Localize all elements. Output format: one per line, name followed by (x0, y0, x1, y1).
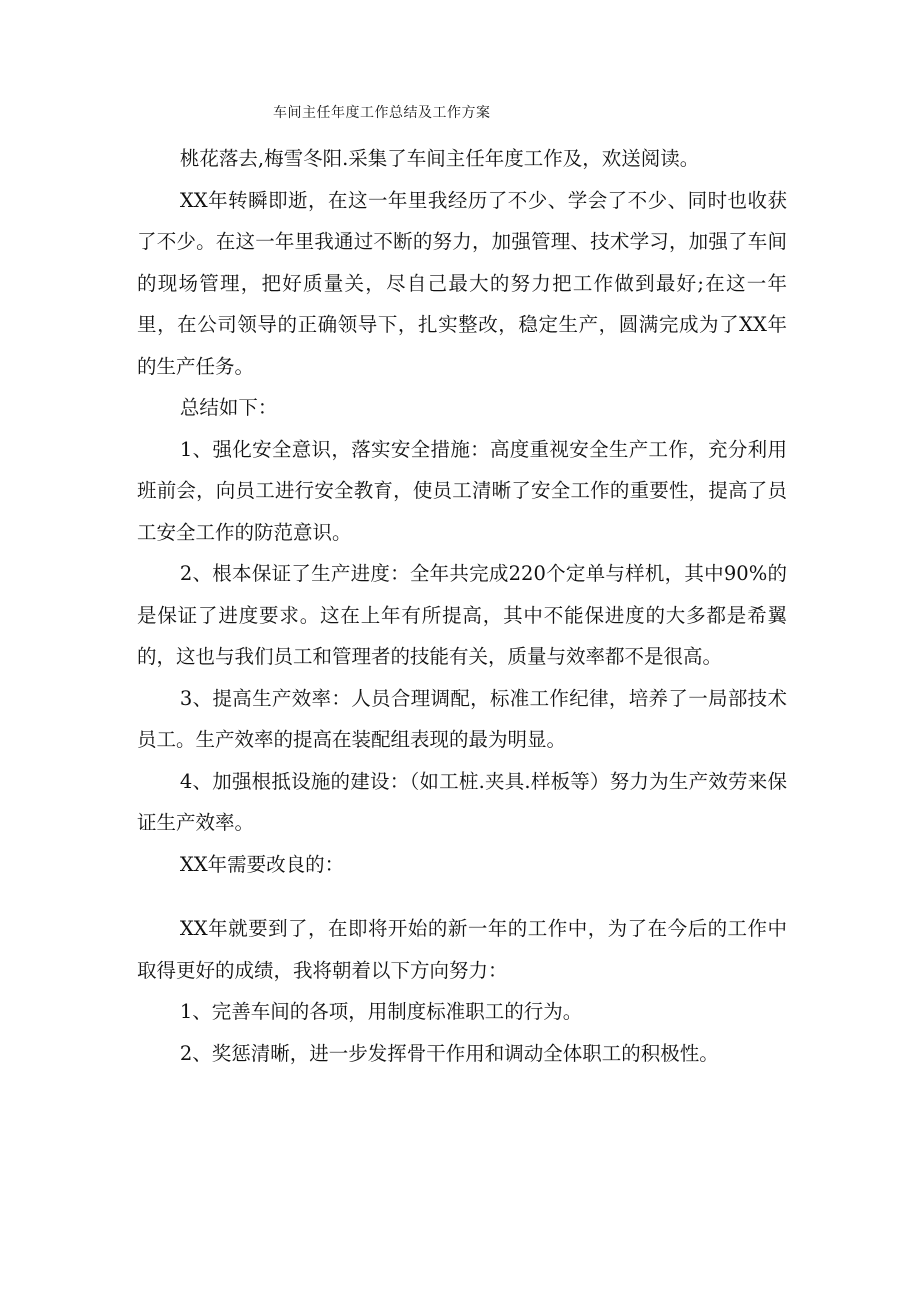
summary-item-2: 2、根本保证了生产进度：全年共完成220个定单与样机，其中90%的是保证了进度要求。这在上年有所提高，其中不能保进度的大多都是希翼的，这也与我们员工和管理者的技能有关，质量与效率都不是很高。 (137, 562, 787, 668)
summary-item-1: 1、强化安全意识，落实安全措施：高度重视安全生产工作，充分利用班前会，向员工进行安全教育，使员工清晰了安全工作的重要性，提高了员工安全工作的防范意识。 (137, 437, 787, 544)
improvement-heading: XX年需要改良的： (179, 852, 345, 876)
summary-item-4: 4、加强根抵设施的建设：（如工桩.夹具.样板等）努力为生产效劳来保证生产效率。 (137, 769, 787, 834)
plan-item-1: 1、完善车间的各项，用制度标准职工的行为。 (179, 1000, 583, 1023)
summary-item-3: 3、提高生产效率：人员合理调配，标准工作纪律，培养了一局部技术员工。生产效率的提高在装配组表现的最为明显。 (137, 686, 787, 751)
plan-paragraph: XX年就要到了，在即将开始的新一年的工作中，为了在今后的工作中取得更好的成绩，我将朝着以下方向努力： (137, 917, 787, 982)
summary-heading: 总结如下： (179, 396, 278, 419)
intro-paragraph: 桃花落去,梅雪冬阳.采集了车间主任年度工作及，欢送阅读。 (179, 147, 700, 170)
plan-item-2: 2、奖惩清晰，进一步发挥骨干作用和调动全体职工的积极性。 (179, 1041, 719, 1065)
document-title: 车间主任年度工作总结及工作方案 (273, 105, 491, 121)
summary-paragraph: XX年转瞬即逝，在这一年里我经历了不少、学会了不少、同时也收获了不少。在这一年里我通过不断的努力，加强管理、技术学习，加强了车间的现场管理，把好质量关，尽自己最大的努力把工作做到最好;在这一年里，在公司领导的正确领导下，扎实整改，稳定生产，圆满完成为了XX年的生产任务。 (137, 188, 787, 378)
document-body (137, 138, 787, 1074)
